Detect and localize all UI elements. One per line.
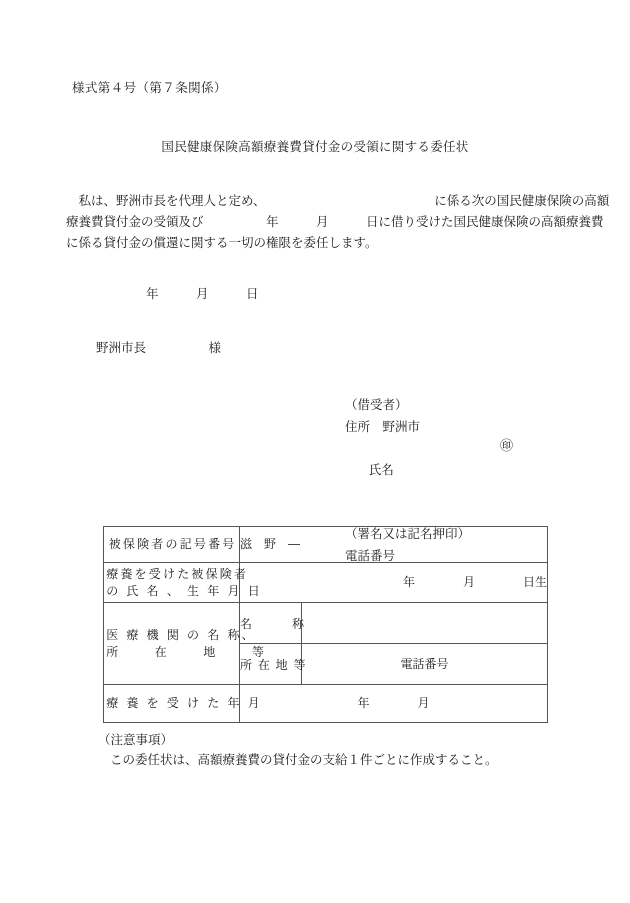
page-title: 国民健康保険高額療養費貸付金の受領に関する委任状 — [161, 139, 469, 154]
addressee-line: 野洲市長 様 — [96, 340, 222, 355]
row-value-insured-symbol-number[interactable]: 滋 野 ― — [240, 527, 548, 563]
table-row — [104, 603, 548, 644]
row-label-insured-symbol-number: 被保険者の記号番号 — [104, 527, 240, 563]
borrower-phone-label: 電話番号 — [345, 547, 396, 563]
borrower-address-label: 住所 野洲市 — [345, 418, 421, 434]
row-value-treatment-year-month[interactable]: 年 月 — [240, 685, 548, 723]
sub-label-institution-name: 名 称 — [240, 603, 302, 644]
seal-icon: ㊞ — [500, 439, 514, 454]
row-label-insured-name-birthdate: 療養を受けた被保険者 の 氏 名 、 生 年 月 日 — [104, 563, 240, 603]
sub-label-institution-address: 所 在 地 等 — [240, 644, 302, 685]
borrower-name-row — [345, 437, 514, 523]
notes-heading: （注意事項） — [98, 732, 174, 747]
notes-item-1: この委任状は、高額療養費の貸付金の支給１件ごとに作成すること。 — [110, 752, 498, 767]
form-number: 様式第４号（第７条関係） — [72, 80, 227, 95]
body-line-2: 療養費貸付金の受領及び 年 月 日に借り受けた国民健康保険の高額療養費 — [66, 214, 604, 229]
body-paragraph — [66, 190, 610, 253]
body-line-1: 私は、野洲市長を代理人と定め、 に係る次の国民健康保険の高額 — [66, 193, 610, 208]
row-value-insured-name-birthdate[interactable]: 年 月 日生 — [240, 563, 548, 603]
row-value-institution-address[interactable]: 電話番号 — [302, 644, 548, 685]
row-value-institution-name[interactable] — [302, 603, 548, 644]
notes-section — [98, 730, 498, 770]
table-row — [104, 685, 548, 723]
insured-details-table — [103, 526, 548, 723]
borrower-name-label: 氏名 — [368, 461, 394, 477]
signing-date-line: 年 月 日 — [146, 286, 259, 301]
table-row — [104, 563, 548, 603]
borrower-heading: （借受者） — [345, 397, 408, 412]
row-label-treatment-year-month: 療 養 を 受 け た 年 月 — [104, 685, 240, 723]
table-row — [104, 527, 548, 563]
row-label-medical-institution: 医 療 機 関 の 名 称、 所 在 地 等 — [104, 603, 240, 685]
borrower-signature-note: （署名又は記名押印） — [345, 526, 471, 541]
body-line-3: に係る貸付金の償還に関する一切の権限を委任します。 — [66, 235, 378, 250]
